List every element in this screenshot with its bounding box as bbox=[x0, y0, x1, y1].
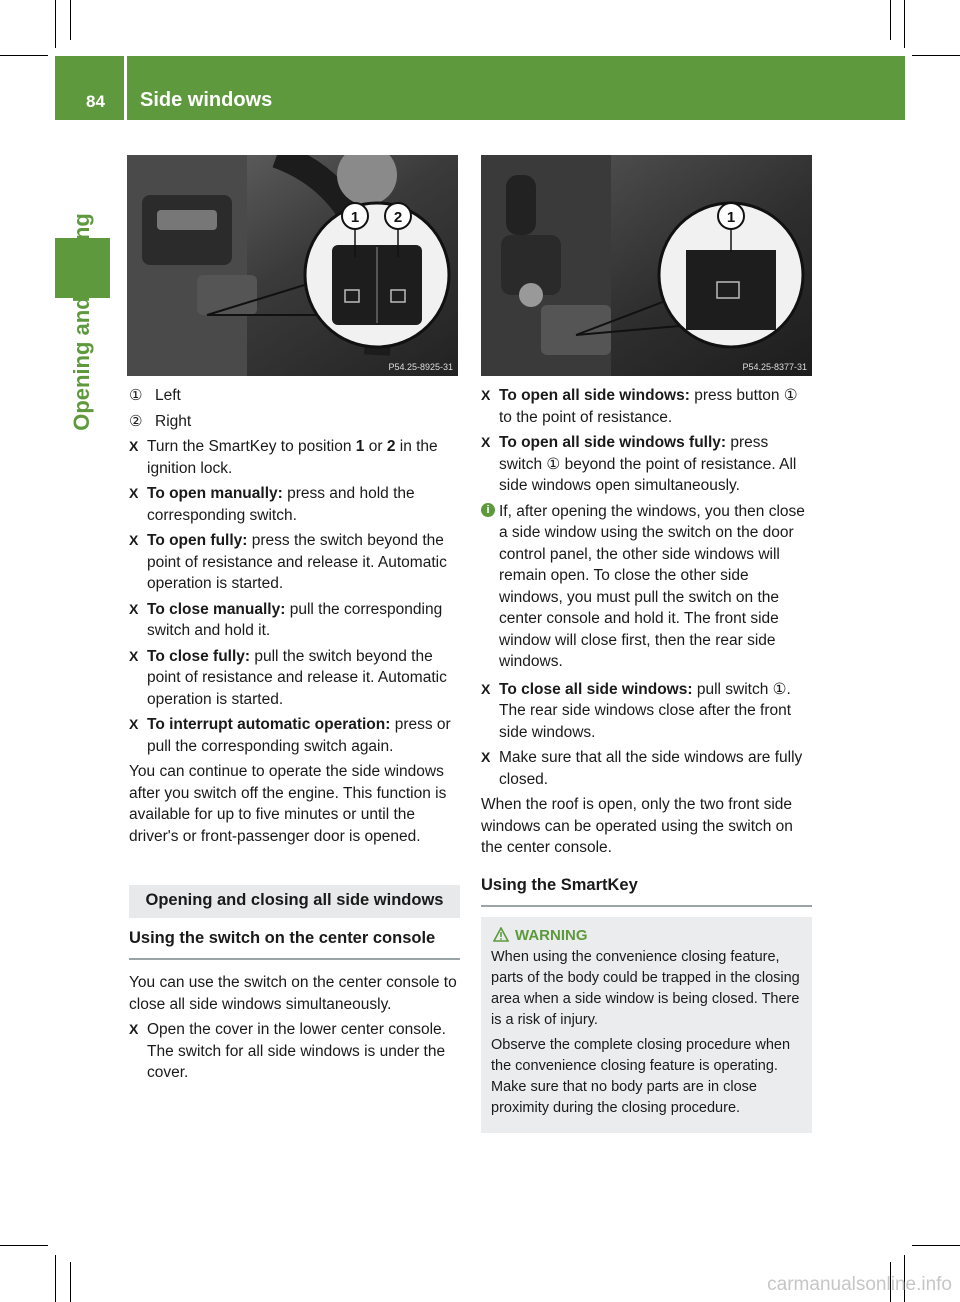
right-column bbox=[481, 385, 812, 1133]
instruction-step: X To open all side windows fully: press switch ① beyond the point of resistance. All side windows open simultaneously. bbox=[481, 434, 797, 494]
center-console-photo bbox=[481, 155, 812, 376]
body-paragraph: You can continue to operate the side windows after you switch off the engine. This function is available for up to five minutes or until the driver's or front-passenger door is opened. bbox=[129, 763, 447, 845]
subsection-heading: Using the switch on the center console bbox=[129, 928, 460, 961]
crop-mark bbox=[912, 1245, 960, 1246]
crop-mark bbox=[904, 0, 905, 48]
instruction-step: X To close all side windows: pull switch ①. The rear side windows close after the front side windows. bbox=[481, 680, 792, 741]
door-switch-illustration bbox=[127, 155, 458, 376]
image-code: P54.25-8925-31 bbox=[388, 362, 453, 372]
warning-box bbox=[481, 917, 812, 1133]
crop-mark bbox=[0, 1245, 48, 1246]
console-switch-illustration bbox=[481, 155, 812, 376]
instruction-step: X Make sure that all the side windows are fully closed. bbox=[481, 749, 803, 788]
instruction-step: X Turn the SmartKey to position 1 or 2 in the ignition lock. bbox=[129, 438, 438, 477]
callout-1: 1 bbox=[350, 209, 360, 226]
page-number: 84 bbox=[86, 92, 105, 111]
section-title: Side windows bbox=[140, 89, 273, 111]
warning-triangle-icon bbox=[493, 927, 509, 942]
crop-mark bbox=[70, 0, 71, 40]
legend-item: ① Left bbox=[129, 385, 460, 407]
left-column bbox=[129, 385, 460, 1088]
warning-text: When using the convenience closing feature, parts of the body could be trapped in the closing area when a side window is being closed. There is a risk of injury. bbox=[491, 949, 800, 1028]
crop-mark bbox=[890, 0, 891, 40]
crop-mark bbox=[0, 55, 48, 56]
step-marker-icon: X bbox=[481, 749, 491, 765]
step-marker-icon: X bbox=[129, 1021, 139, 1037]
step-marker-icon: X bbox=[481, 434, 491, 450]
instruction-step: X To open all side windows: press button ① to the point of resistance. bbox=[481, 387, 798, 426]
crop-mark bbox=[912, 55, 960, 56]
instruction-step: X To close fully: pull the switch beyond the point of resistance and release it. Automatic operation is started. bbox=[129, 647, 447, 708]
instruction-step: X To close manually: pull the corresponding switch and hold it. bbox=[129, 600, 443, 639]
body-paragraph: When the roof is open, only the two front side windows can be operated using the switch on the center console. bbox=[481, 796, 793, 856]
image-code: P54.25-8377-31 bbox=[742, 362, 807, 372]
warning-text: Observe the complete closing procedure when the convenience closing feature is operating. Make sure that no body parts are in close proximity during the closing procedure. bbox=[491, 1037, 791, 1116]
step-marker-icon: X bbox=[129, 600, 139, 617]
instruction-step: X To open manually: press and hold the corresponding switch. bbox=[129, 485, 415, 524]
subsection-heading: Using the SmartKey bbox=[481, 875, 812, 908]
step-marker-icon: X bbox=[129, 438, 139, 454]
step-marker-icon: X bbox=[129, 485, 139, 501]
header-divider bbox=[124, 56, 127, 120]
crop-mark bbox=[55, 1255, 56, 1302]
instruction-step: X Open the cover in the lower center console. The switch for all side windows is under the cover. bbox=[129, 1021, 446, 1081]
step-marker-icon: X bbox=[481, 680, 491, 697]
step-marker-icon: X bbox=[481, 387, 491, 403]
crop-mark bbox=[55, 0, 56, 48]
info-note: i If, after opening the windows, you then close a side window using the switch on the door control panel, the other side windows will remain open. To close the other side windows, you must pull the switch on the center console and hold it. The front side window will close first, then the rear side windows. bbox=[481, 501, 812, 673]
crop-mark bbox=[70, 1262, 71, 1302]
legend-item: ② Right bbox=[129, 411, 460, 433]
body-paragraph: You can use the switch on the center console to close all side windows simultaneously. bbox=[129, 974, 457, 1013]
callout-2: 2 bbox=[393, 209, 403, 226]
step-marker-icon: X bbox=[129, 532, 139, 548]
callout-marker: ① bbox=[129, 387, 143, 404]
info-icon: i bbox=[481, 503, 495, 517]
callout-1: 1 bbox=[726, 209, 736, 226]
step-marker-icon: X bbox=[129, 716, 139, 732]
step-marker-icon: X bbox=[129, 647, 139, 664]
watermark: carmanualsonline.info bbox=[767, 1274, 952, 1295]
warning-title: WARNING bbox=[491, 925, 802, 946]
door-panel-photo bbox=[127, 155, 458, 376]
instruction-step: X To open fully: press the switch beyond the point of resistance and release it. Automatic operation is started. bbox=[129, 532, 447, 592]
section-heading: Opening and closing all side windows bbox=[129, 885, 460, 918]
instruction-step: X To interrupt automatic operation: press or pull the corresponding switch again. bbox=[129, 716, 451, 755]
callout-marker: ② bbox=[129, 412, 143, 430]
